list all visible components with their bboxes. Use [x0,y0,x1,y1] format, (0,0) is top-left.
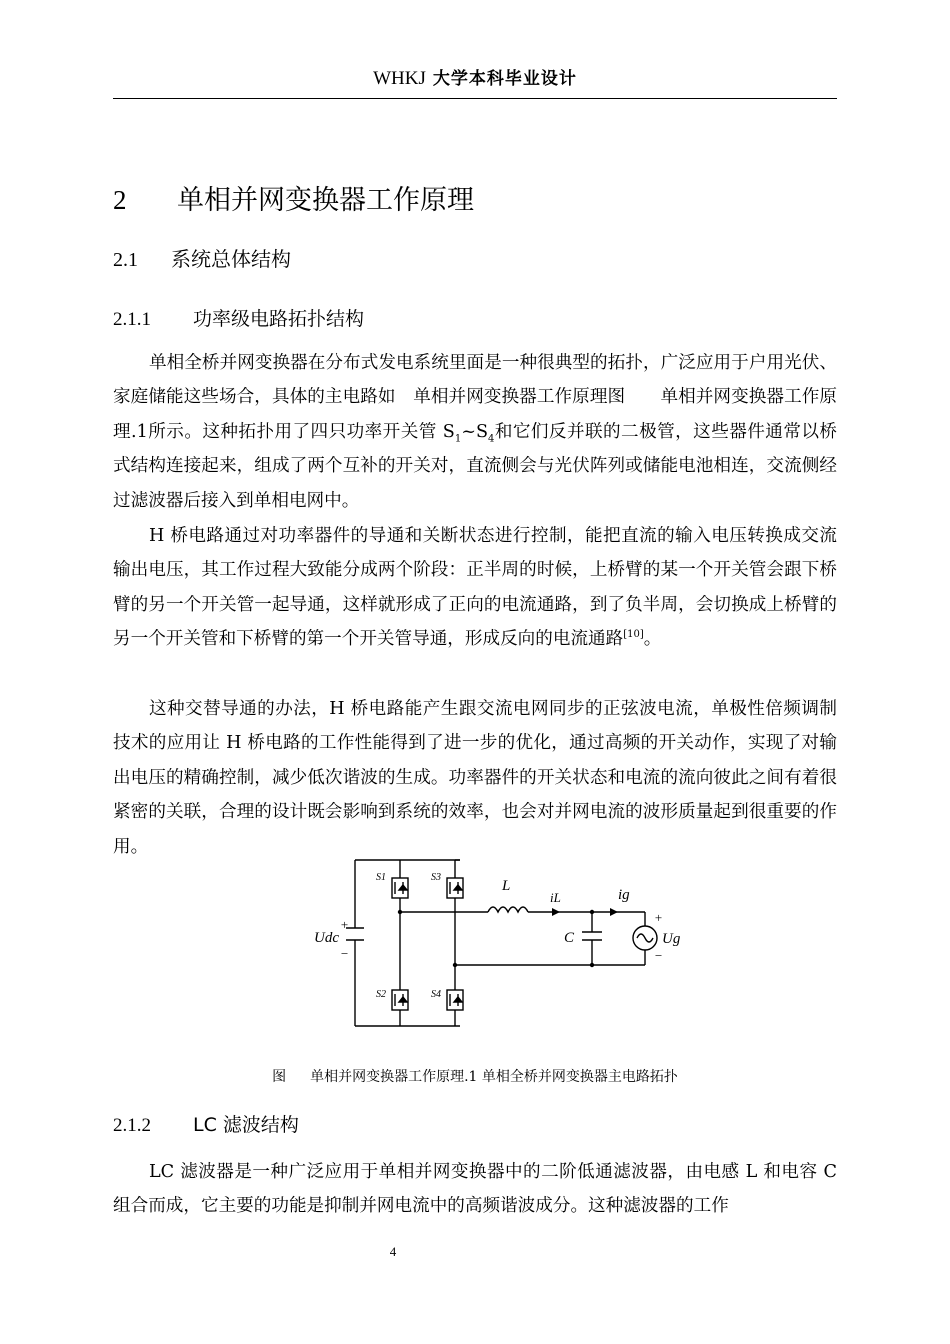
dc-plus-sign: + [340,917,349,932]
chapter-number: 2 [113,185,127,215]
circuit-figure [300,850,700,1040]
subsection-heading-1 [113,304,364,331]
switch-s4 [447,990,463,1010]
label-s3: S3 [431,872,441,883]
caption-text: 单相并网变换器工作原理.1 单相全桥并网变换器主电路拓扑 [310,1069,678,1085]
paragraph-2 [113,519,837,657]
grid-plus-sign: + [654,910,663,925]
header-prefix: WHKJ [373,68,426,89]
label-dc-source: Udc [314,930,339,946]
section-number: 2.1 [113,249,138,271]
dc-minus-sign: − [340,946,349,961]
subscript-1: 1 [454,433,462,445]
subscript-4: 4 [488,433,495,445]
page-number: 4 [389,1244,397,1259]
paragraph-1-text-b: ~S [461,421,489,442]
switch-s2 [392,990,408,1010]
il-arrow [552,908,560,916]
label-grid: Ug [662,931,681,947]
label-s1: S1 [376,872,386,883]
subsection-number-2: 2.1.2 [113,1115,151,1136]
switch-s1 [392,878,408,898]
subsection-title-2: LC 滤波结构 [193,1114,299,1136]
label-capacitor: C [564,930,575,946]
paragraph-4 [113,1155,837,1224]
paragraph-3-text: 这种交替导通的办法，H 桥电路能产生跟交流电网同步的正弦波电流，单极性倍频调制技术的应用让 H 桥电路的工作性能得到了进一步的优化，通过高频的开关动作，实现了对输出电压的精确控制，减少低次谐波的生成。功率器件的开关状态和电流的流向彼此之间有着很紧密的关联，合理的设计既会影响到系统的效率，也会对并网电流的波形质量起到很重要的作用。 [113,698,837,857]
figure-caption [113,1066,837,1086]
label-current-g: ig [618,887,630,903]
inductor [488,907,528,912]
header-title: 大学本科毕业设计 [432,69,577,89]
label-s2: S2 [376,989,386,1000]
paragraph-1-text-a: 单相全桥并网变换器在分布式发电系统里面是一种很典型的拓扑，广泛应用于户用光伏、家庭储能这些场合，具体的主电路如 单相并网变换器工作原理图 单相并网变换器工作原理.1所示。这种拓扑用了四只功率开关管 S [113,352,837,442]
node-right-mid [453,963,457,967]
ig-arrow [610,908,618,916]
label-current-l: iL [550,890,561,905]
chapter-heading [113,178,474,217]
header-rule [113,98,837,99]
chapter-title: 单相并网变换器工作原理 [177,185,474,216]
paragraph-2-text-a: H 桥电路通过对功率器件的导通和关断状态进行控制，能把直流的输入电压转换成交流输出电压，其工作过程大致能分成两个阶段：正半周的时候，上桥臂的某一个开关管会跟下桥臂的另一个开关管一起导通，这样就形成了正向的电流通路，到了负半周，会切换成上桥臂的另一个开关管和下桥臂的第一个开关管导通，形成反向的电流通路 [113,525,837,650]
label-inductor: L [502,878,511,894]
section-title: 系统总体结构 [171,247,291,271]
node-cap-bottom [590,963,594,967]
subsection-heading-2 [113,1110,299,1137]
paragraph-3 [113,692,837,865]
h-bridge-circuit-diagram [300,850,700,1040]
paragraph-1-text-c: 和它们反并联的二极管，这些器件通常以桥式结构连接起来，组成了两个互补的开关对，直流侧会与光伏阵列或储能电池相连，交流侧经过滤波器后接入到单相电网中。 [113,421,837,511]
grid-minus-sign: − [654,948,663,963]
label-s4: S4 [431,989,441,1000]
node-cap-top [590,910,594,914]
page-header [113,64,837,98]
subsection-number-1: 2.1.1 [113,309,151,330]
citation-ref: [10] [623,629,644,641]
paragraph-4-text: LC 滤波器是一种广泛应用于单相并网变换器中的二阶低通滤波器，由电感 L 和电容 C 组合而成，它主要的功能是抑制并网电流中的高频谐波成分。这种滤波器的工作 [113,1161,837,1217]
section-heading [113,243,291,272]
paragraph-1 [113,346,837,519]
caption-prefix: 图 [272,1069,287,1085]
node-left-mid [398,910,402,914]
switch-s3 [447,878,463,898]
subsection-title-1: 功率级电路拓扑结构 [193,308,365,330]
paragraph-2-text-b: 。 [643,629,662,650]
